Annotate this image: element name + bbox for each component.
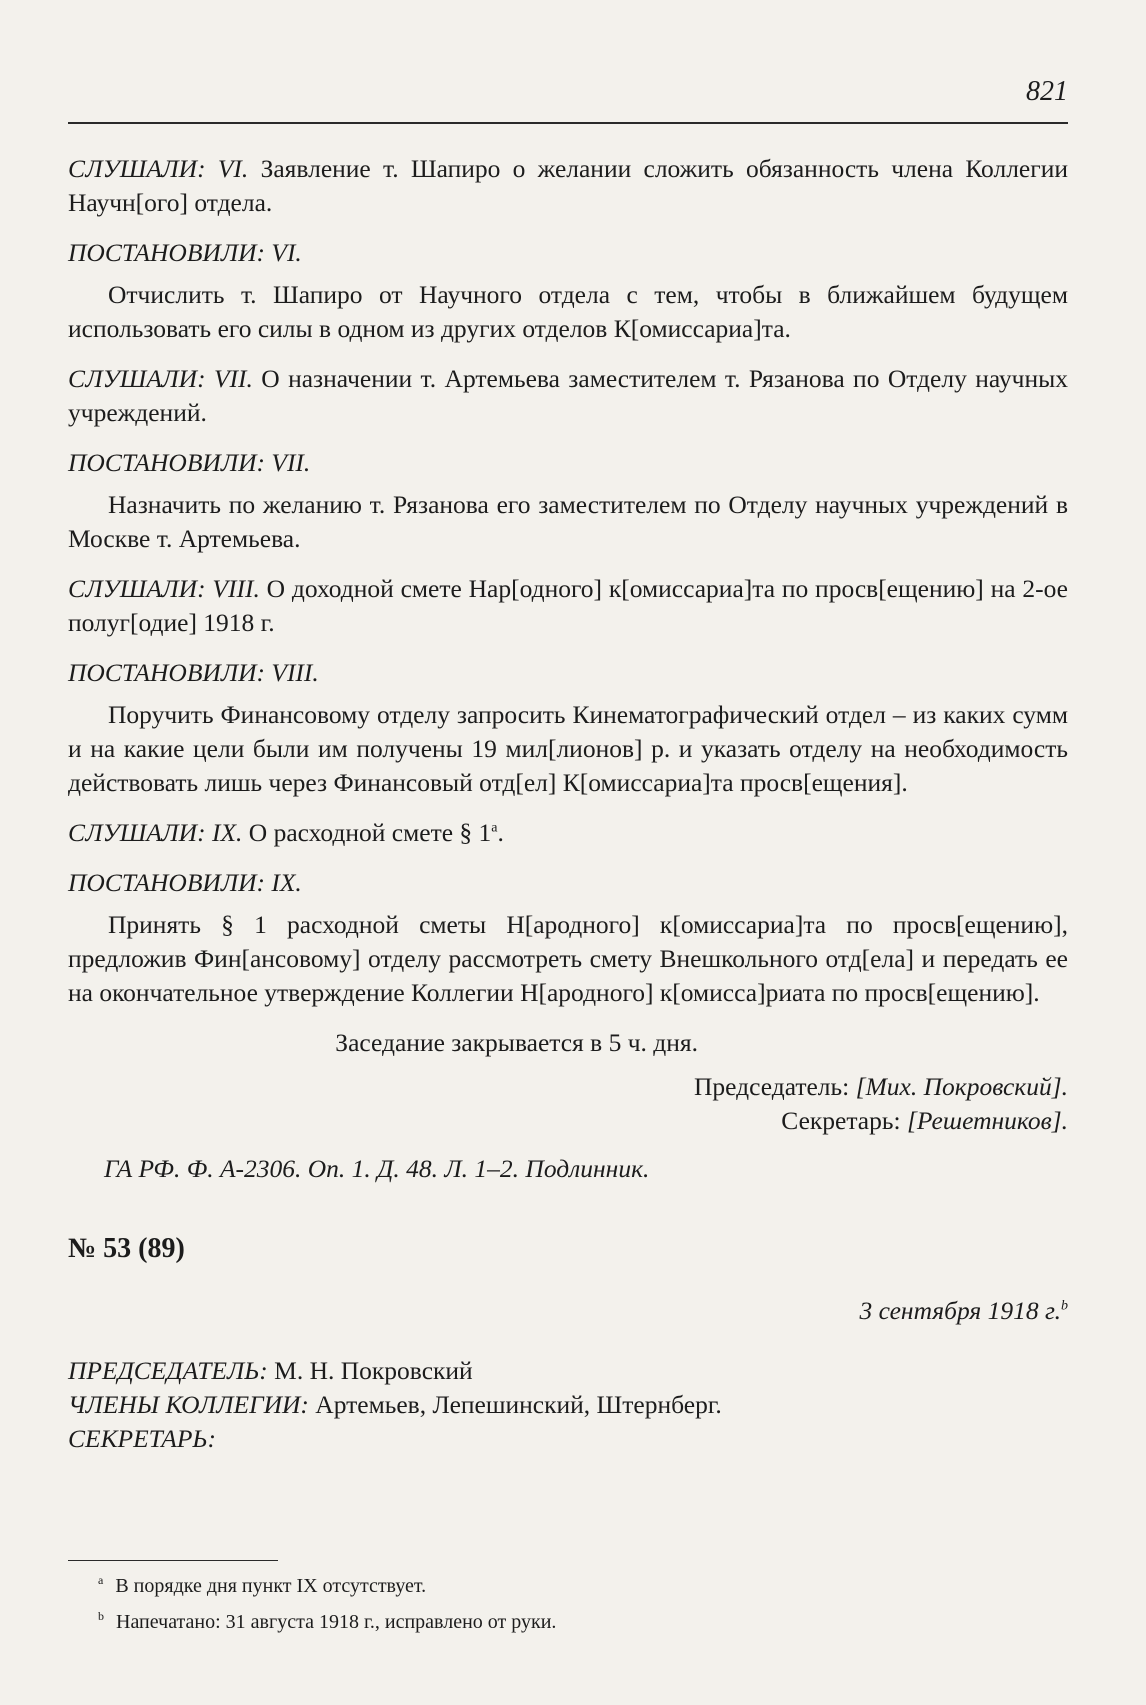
item-label: СЛУШАЛИ: VIII. bbox=[68, 574, 260, 603]
resolution-heading-6: ПОСТАНОВИЛИ: VI. bbox=[68, 238, 302, 267]
chair-name: [Мих. Покровский]. bbox=[855, 1072, 1068, 1101]
item-label: СЛУШАЛИ: IX. bbox=[68, 818, 243, 847]
secretary-name: [Решетников]. bbox=[906, 1106, 1068, 1135]
footnote-mark: a bbox=[491, 820, 498, 836]
minute-heard-6 bbox=[68, 152, 1068, 220]
page-number: 821 bbox=[1026, 76, 1068, 107]
chair-role-value: М. Н. Покровский bbox=[267, 1355, 473, 1385]
resolution-heading-7: ПОСТАНОВИЛИ: VII. bbox=[68, 448, 311, 477]
item-text: О доходной смете Нар[одного] к[омиссариа]та по просв[ещению] на 2-ое полуг[одие] 1918 г. bbox=[68, 574, 1068, 637]
minute-heard-8 bbox=[68, 572, 1068, 640]
document-body bbox=[68, 152, 1068, 1456]
resolution-text-7: Назначить по желанию т. Рязанова его заместителем по Отделу научных учреждений в Москве т. Артемьева. bbox=[68, 490, 1068, 553]
closing-line: Заседание закрывается в 5 ч. дня. bbox=[335, 1028, 698, 1057]
members-role-value: Артемьев, Лепешинский, Штернберг. bbox=[308, 1389, 722, 1419]
secretary-role-label: СЕКРЕТАРЬ: bbox=[68, 1423, 216, 1453]
chair-label: Председатель: bbox=[693, 1072, 856, 1101]
footnote-a bbox=[98, 1569, 1068, 1603]
chair-signature bbox=[68, 1070, 1068, 1104]
archive-reference: ГА РФ. Ф. А-2306. Оп. 1. Д. 48. Л. 1–2. Подлинник. bbox=[104, 1154, 650, 1183]
resolution-text-9: Принять § 1 расходной сметы Н[ародного] к[омиссариа]та по просв[ещению], предложив Фин[ансовому] отделу рассмотреть смету Внешкольного отд[ела] и передать ее на окончательное утверждение Коллегии Н[ародного] к[омисса]риата по просв[ещению]. bbox=[68, 910, 1068, 1007]
footnote-b-text: Напечатано: 31 августа 1918 г., исправлено от руки. bbox=[116, 1611, 557, 1633]
minute-heard-7 bbox=[68, 362, 1068, 430]
secretary-label: Секретарь: bbox=[781, 1106, 907, 1135]
item-text: О расходной смете § 1 bbox=[242, 818, 492, 847]
footnote-a-text: В порядке дня пункт IX отсутствует. bbox=[115, 1575, 427, 1597]
resolution-heading-8: ПОСТАНОВИЛИ: VIII. bbox=[68, 658, 319, 687]
footnote-a-mark: a bbox=[98, 1573, 104, 1588]
item-text-tail: . bbox=[497, 818, 504, 847]
chair-line bbox=[68, 1354, 1068, 1388]
secretary-signature bbox=[68, 1104, 1068, 1138]
minute-heard-9 bbox=[68, 816, 1068, 850]
item-text: Заявление т. Шапиро о желании сложить обязанность члена Коллегии Научн[ого] отдела. bbox=[68, 154, 1068, 217]
item-label: СЛУШАЛИ: VI. bbox=[68, 154, 249, 183]
footnote-b bbox=[98, 1605, 1068, 1639]
date-text: 3 сентября 1918 г. bbox=[859, 1296, 1061, 1325]
chair-role-label: ПРЕДСЕДАТЕЛЬ: bbox=[68, 1355, 268, 1385]
item-label: СЛУШАЛИ: VII. bbox=[68, 364, 253, 393]
page-header bbox=[68, 70, 1068, 124]
resolution-heading-9: ПОСТАНОВИЛИ: IX. bbox=[68, 868, 302, 897]
resolution-text-8: Поручить Финансовому отделу запросить Кинематографический отдел – из каких сумм и на какие цели были им получены 19 мил[лионов] р. и указать отделу на необходимость действовать лишь через Финансовый отд[ел] К[омиссариа]та просв[ещения]. bbox=[68, 700, 1068, 797]
secretary-line bbox=[68, 1422, 1068, 1456]
footnote-mark: b bbox=[1061, 1298, 1068, 1314]
resolution-text-6: Отчислить т. Шапиро от Научного отдела с тем, чтобы в ближайшем будущем использовать его силы в одном из других отделов К[омиссариа]та. bbox=[68, 280, 1068, 343]
footnotes bbox=[68, 1560, 1068, 1641]
item-text: О назначении т. Артемьева заместителем т. Рязанова по Отделу научных учреждений. bbox=[68, 364, 1068, 427]
members-line bbox=[68, 1388, 1068, 1422]
document-date bbox=[68, 1294, 1068, 1328]
footnote-b-mark: b bbox=[98, 1609, 104, 1624]
document-number: № 53 (89) bbox=[68, 1233, 185, 1264]
footnote-divider bbox=[68, 1560, 278, 1561]
members-role-label: ЧЛЕНЫ КОЛЛЕГИИ: bbox=[68, 1389, 309, 1419]
